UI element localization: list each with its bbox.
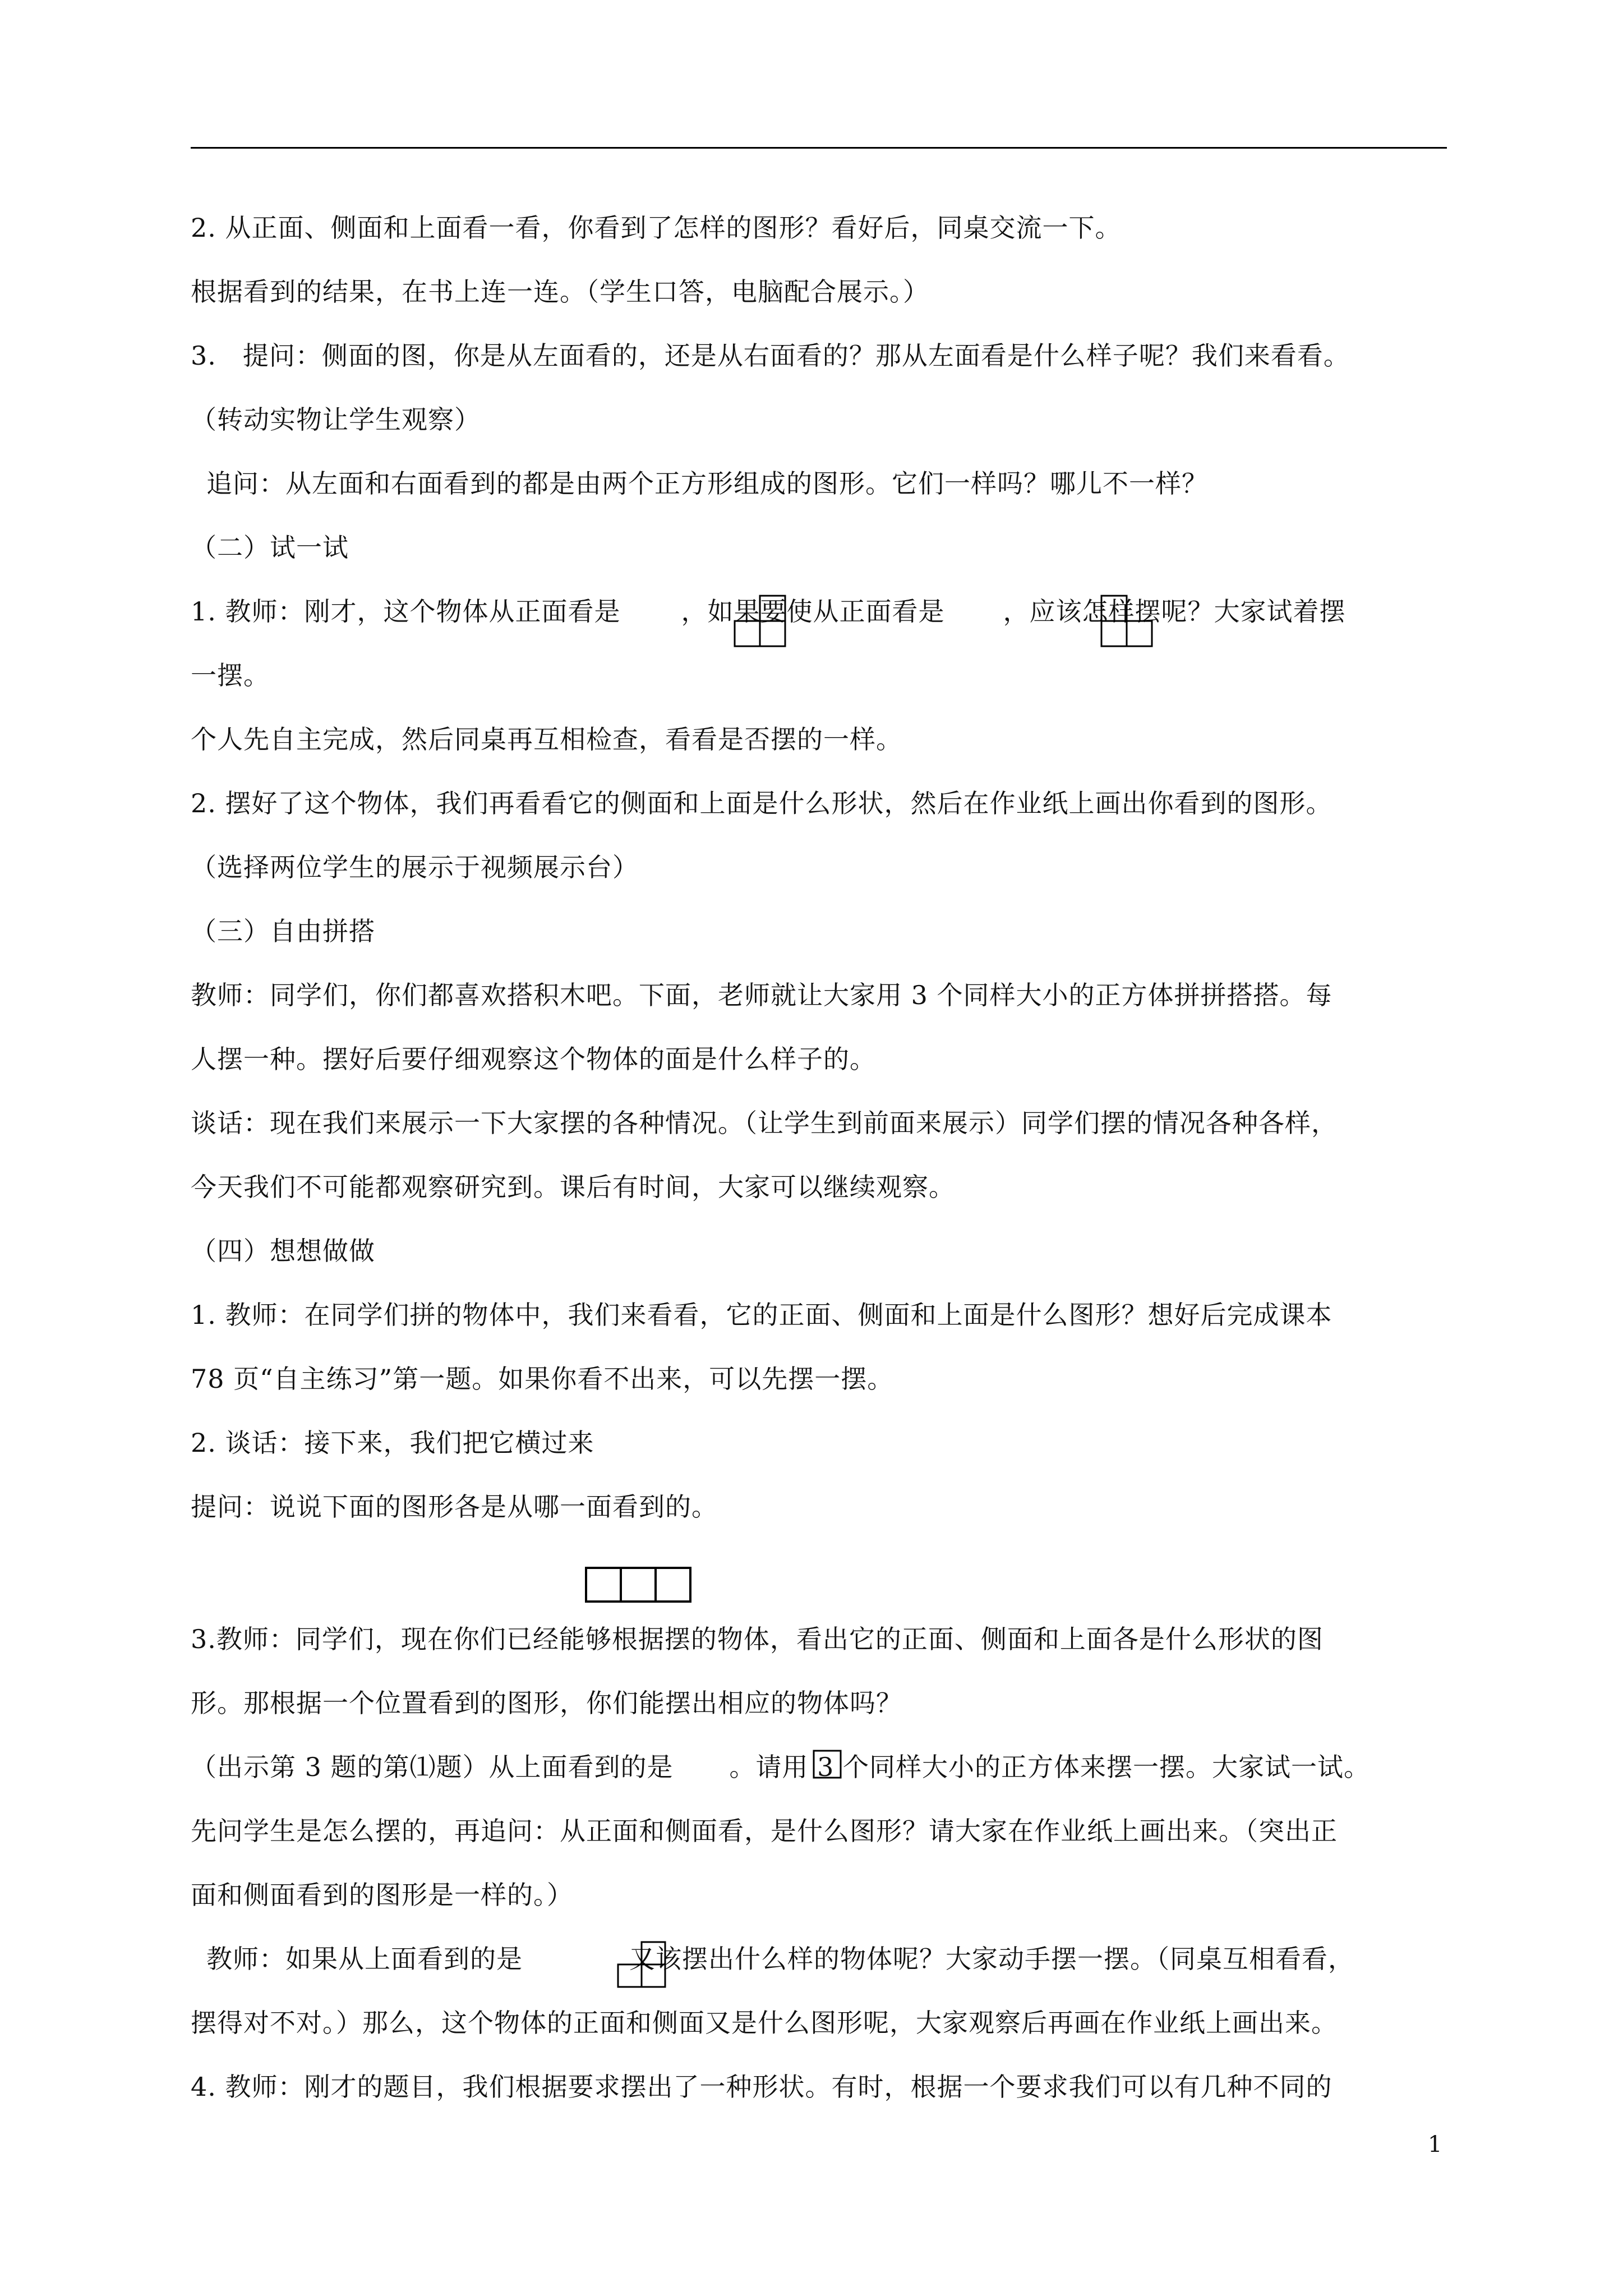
paragraph-line [191, 1750, 1370, 1784]
single-square-top-view-figure [812, 1749, 843, 1780]
paragraph-line: 提问：说说下面的图形各是从哪一面看到的。 [191, 1492, 718, 1522]
l-shape-front-view-figure-2 [1100, 591, 1156, 647]
paragraph-line [206, 1942, 1354, 1976]
paragraph-line: 谈话：现在我们来展示一下大家摆的各种情况。（让学生到前面来展示）同学们摆的情况各种各样， [191, 1108, 1338, 1138]
paragraph-line: 人摆一种。摆好后要仔细观察这个物体的面是什么样子的。 [191, 1044, 876, 1074]
paragraph-line: 个人先自主完成，然后同桌再互相检查，看看是否摆的一样。 [191, 724, 902, 754]
paragraph-line: 3.教师：同学们，现在你们已经能够根据摆的物体，看出它的正面、侧面和上面各是什么形状的图 [191, 1624, 1324, 1654]
paragraph-line: 先问学生是怎么摆的，再追问：从正面和侧面看，是什么图形？请大家在作业纸上画出来。（突出正 [191, 1816, 1338, 1846]
text-segment: （出示第 3 题的第⑴题）从上面看到的是 [191, 1752, 674, 1782]
section-heading: （四）想想做做 [191, 1236, 375, 1266]
text-segment: ，应该怎样摆呢？大家试着摆 [1003, 596, 1346, 627]
paragraph-line: （选择两位学生的展示于视频展示台） [191, 852, 639, 882]
paragraph-line: 教师：同学们，你们都喜欢搭积木吧。下面，老师就让大家用 3 个同样大小的正方体拼拼搭搭。每 [191, 980, 1332, 1010]
paragraph-line: 根据看到的结果，在书上连一连。（学生口答，电脑配合展示。） [191, 277, 929, 307]
paragraph-line: 2. 从正面、侧面和上面看一看，你看到了怎样的图形？看好后，同桌交流一下。 [191, 213, 1122, 243]
text-segment: 。请用 3 个同样大小的正方体来摆一摆。大家试一试。 [729, 1752, 1371, 1782]
page-number: 1 [1428, 2132, 1442, 2157]
paragraph-line: 形。那根据一个位置看到的图形，你们能摆出相应的物体吗？ [191, 1688, 902, 1718]
paragraph-line: 一摆。 [191, 660, 270, 691]
text-segment: 教师：如果从上面看到的是 [206, 1944, 523, 1974]
l-shape-front-view-figure [734, 591, 790, 647]
header-rule [191, 147, 1447, 149]
paragraph-line: 4. 教师：刚才的题目，我们根据要求摆出了一种形状。有时，根据一个要求我们可以有几种不同的 [191, 2072, 1332, 2102]
paragraph-line: 今天我们不可能都观察研究到。课后有时间，大家可以继续观察。 [191, 1172, 955, 1202]
l-shape-top-view-figure [617, 1939, 673, 1989]
paragraph-line: 追问：从左面和右面看到的都是由两个正方形组成的图形。它们一样吗？哪儿不一样？ [206, 468, 1208, 499]
paragraph-line: （转动实物让学生观察） [191, 404, 481, 435]
paragraph-line: 1. 教师：在同学们拼的物体中，我们来看看，它的正面、侧面和上面是什么图形？想好后完成课本 [191, 1300, 1332, 1330]
paragraph-line: 摆得对不对。）那么，这个物体的正面和侧面又是什么图形呢，大家观察后再画在作业纸上画出来。 [191, 2008, 1338, 2038]
paragraph-line: 78 页“自主练习”第一题。如果你看不出来，可以先摆一摆。 [191, 1364, 894, 1394]
text-segment: ，如果要使从正面看是 [681, 596, 945, 627]
paragraph-line: 2. 谈话：接下来，我们把它横过来 [191, 1428, 594, 1458]
section-heading: （二）试一试 [191, 532, 349, 563]
paragraph-line: 面和侧面看到的图形是一样的。） [191, 1880, 573, 1910]
text-segment: 1. 教师：刚才，这个物体从正面看是 [191, 596, 621, 627]
paragraph-line: 2. 摆好了这个物体，我们再看看它的侧面和上面是什么形状，然后在作业纸上画出你看到的图形。 [191, 788, 1332, 818]
paragraph-line: 3. 提问：侧面的图，你是从左面看的，还是从右面看的？那从左面看是什么样子呢？我们来看看。 [191, 341, 1350, 371]
three-squares-row-figure [584, 1566, 694, 1603]
text-segment: 又该摆出什么样的物体呢？大家动手摆一摆。（同桌互相看看， [629, 1944, 1354, 1974]
section-heading: （三）自由拼搭 [191, 916, 375, 946]
